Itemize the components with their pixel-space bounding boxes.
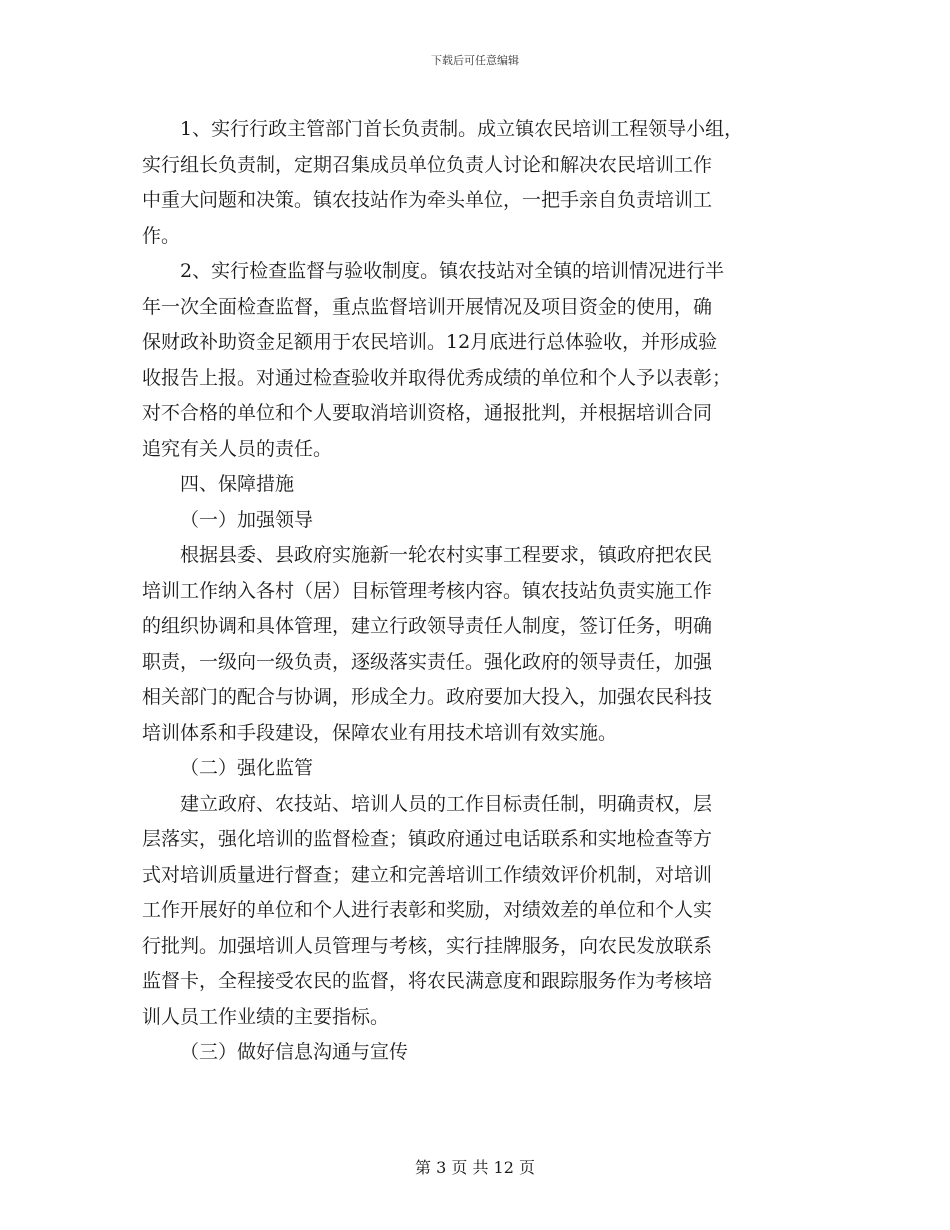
page-number-footer: 第 3 页 共 12 页 bbox=[415, 1158, 535, 1177]
paragraph-responsibility: 1、实行行政主管部门首长负责制。成立镇农民培训工程领导小组， 实行组长负责制，定期召集成员单位负责人讨论和解决农民培训工作 中重大问题和决策。镇农技站作为牵头单位，一把手亲自负责培训工 作。 bbox=[142, 118, 744, 247]
subheading-communication: （三）做好信息沟通与宣传 bbox=[180, 1041, 409, 1063]
paragraph-leadership: 根据县委、县政府实施新一轮农村实事工程要求，镇政府把农民 培训工作纳入各村（居）目标管理考核内容。镇农技站负责实施工作 的组织协调和具体管理，建立行政领导责任人制度，签订任务，明确 职责，一级向一级负责，逐级落实责任。强化政府的领导责任，加强 相关部门的配合与协调，形成全力。政府要加大投入，加强农民科技 培训体系和手段建设，保障农业有用技术培训有效实施。 bbox=[142, 544, 713, 744]
subheading-leadership: （一）加强领导 bbox=[180, 508, 314, 531]
page-header-note: 下载后可任意编辑 bbox=[431, 54, 519, 67]
paragraph-supervision: 建立政府、农技站、培训人员的工作目标责任制，明确责权，层 层落实，强化培训的监督检查；镇政府通过电话联系和实地检查等方 式对培训质量进行督查；建立和完善培训工作绩效评价机制，对培训 工作开展好的单位和个人进行表彰和奖励，对绩效差的单位和个人实 行批判。加强培训人员管理与考核，实行挂牌服务，向农民发放联系 监督卡，全程接受农民的监督，将农民满意度和跟踪服务作为考核培 训人员工作业绩的主要指标。 bbox=[142, 792, 713, 1028]
section-heading-guarantee: 四、保障措施 bbox=[180, 473, 295, 495]
document-body bbox=[142, 112, 810, 1071]
subheading-supervision: （二）强化监管 bbox=[180, 757, 314, 779]
paragraph-inspection: 2、实行检查监督与验收制度。镇农技站对全镇的培训情况进行半 年一次全面检查监督，重点监督培训开展情况及项目资金的使用，确 保财政补助资金足额用于农民培训。12月底进行总体验收，并形成验 收报告上报。对通过检查验收并取得优秀成绩的单位和个人予以表彰； 对不合格的单位和个人要取消培训资格，通报批判，并根据培训合同 追究有关人员的责任。 bbox=[142, 260, 732, 460]
